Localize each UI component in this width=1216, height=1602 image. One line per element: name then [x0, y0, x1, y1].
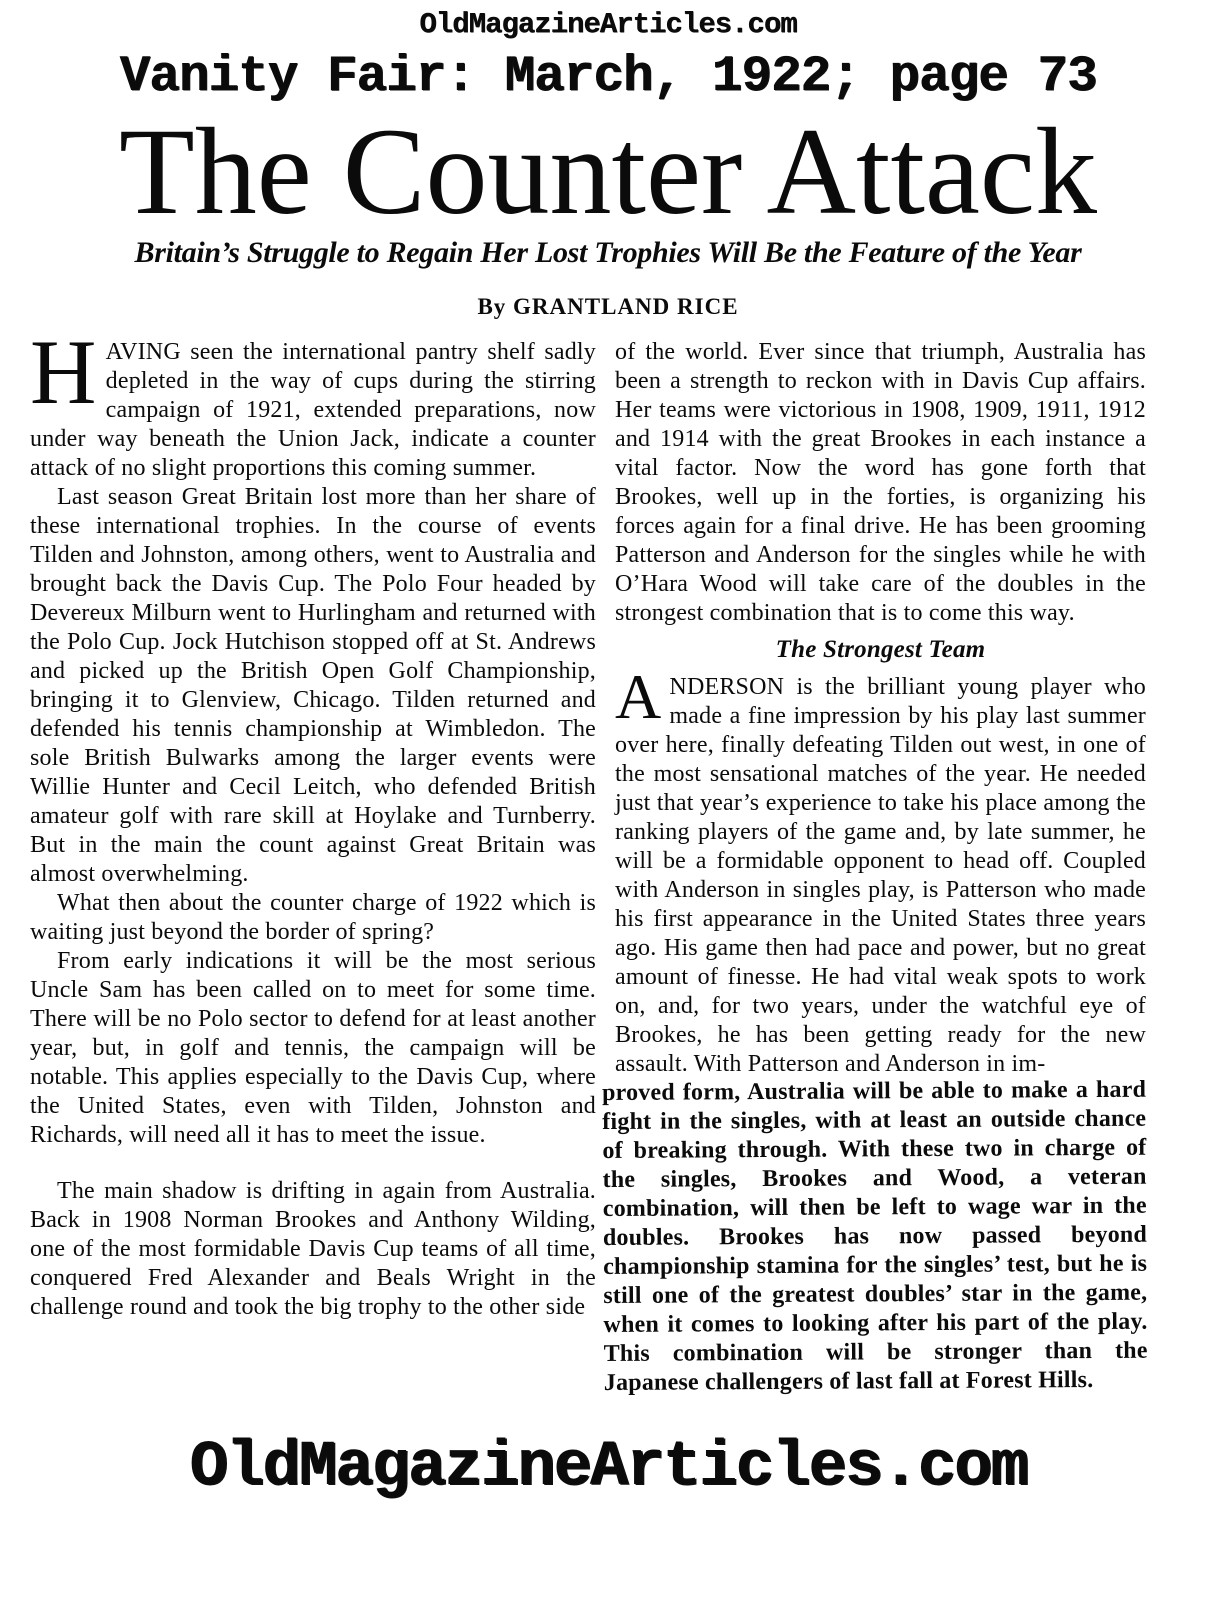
- paragraph-last-season: Last season Great Britain lost more than her share of these international trophies. In the course of events Tilden and Johnston, among others, went to Australia and brought back the Davis Cup. The Polo Four headed by Devereux Milburn went to Hurlingham and returned with the Polo Cup. Jock Hutchison stopped off at St. Andrews and picked up the British Open Golf Championship, bringing it to Glenview, Chicago. Tilden returned and defended his tennis championship at Wimbledon. The sole British Bulwarks among the larger events were Willie Hunter and Cecil Leitch, who defended British amateur golf with rare skill at Hoylake and Turnberry. But in the main the count against Great Britain was almost overwhelming.: [30, 484, 596, 887]
- site-header-text: OldMagazineArticles.com: [419, 8, 797, 41]
- article-byline: By GRANTLAND RICE: [477, 294, 739, 319]
- lead-word-caps: NDERSON: [669, 674, 785, 700]
- dropcap-h: H: [30, 321, 97, 423]
- source-citation-line: Vanity Fair: March, 1922; page 73: [119, 49, 1097, 106]
- paragraph-anderson: [615, 661, 1146, 1079]
- article-title: The Counter Attack: [119, 103, 1097, 240]
- paragraph-of-the-world: of the world. Ever since that triumph, Australia has been a strength to reckon with in Davis Cup affairs. Her teams were victorious in 1908, 1909, 1911, 1912 and 1914 with the great Brookes in each instance a vital factor. Now the word has gone forth that Brookes, well up in the forties, is organizing his forces again for a final drive. He has been grooming Patterson and Anderson for the singles while he with O’Hara Wood will take care of the doubles in the strongest combination that is to come this way.: [615, 339, 1146, 626]
- paragraph-early-indications: From early indications it will be the most serious Uncle Sam has been called on to meet for some time. There will be no Polo sector to defend for at least another year, but, in golf and tennis, the campaign will be notable. This applies especially to the Davis Cup, where the United States, even with Tilden, Johnston and Richards, will need all it has to meet the issue.: [30, 948, 596, 1148]
- dropcap-a: A: [615, 661, 662, 732]
- left-column: [30, 321, 596, 1398]
- section-subhead-strongest-team: The Strongest Team: [775, 636, 986, 663]
- paragraph-main-shadow: The main shadow is drifting in again from Australia. Back in 1908 Norman Brookes and Anthony Wilding, one of the most formidable Davis Cup teams of all time, conquered Fred Alexander and Beals Wright in the challenge round and took the big trophy to the other side: [30, 1178, 596, 1320]
- paragraph-text: seen the international pantry shelf sadly depleted in the way of cups during the stirring campaign of 1921, extended preparations, now under way beneath the Union Jack, indicate a counter attack of no slight proportions this coming summer.: [30, 339, 596, 481]
- lead-word-caps: AVING: [105, 339, 181, 365]
- paragraph-text: is the brilliant young player who made a fine impression by his play last summer over here, finally defeating Tilden out west, in one of the most sensational matches of the year. He needed just that year’s experience to take his place among the ranking players of the game and, by late summer, he will be a formidable opponent to head off. Coupled with Anderson in singles play, is Patterson who made his first appearance in the United States three years ago. His game then had pace and power, but no great amount of finesse. He had vital weak spots to work on, and, for two years, under the watchful eye of Brookes, he has been getting ready for the new assault. With Patterson and Anderson in im-: [615, 674, 1146, 1077]
- right-column: [602, 338, 1148, 1398]
- footer-site-logo: OldMagazineArticles.com: [189, 1432, 1027, 1504]
- paragraph-improved-form-bold: proved form, Australia will be able to make a hard fight in the singles, with at least an outside chance of breaking through. With these two in charge of the singles, Brookes and Wood, a veteran combination, will then be left to wage war in the doubles. Brookes has now passed beyond championship stamina for the singles’ test, but he is still one of the greatest doubles’ star in the game, when it comes to looking after his part of the play. This combination will be stronger than the Japanese challengers of last fall at Forest Hills.: [602, 1076, 1148, 1396]
- article-subtitle: Britain’s Struggle to Regain Her Lost Trophies Will Be the Feature of the Year: [134, 236, 1082, 269]
- article-body: [30, 321, 1148, 1398]
- paragraph-counter-charge: What then about the counter charge of 1922 which is waiting just beyond the border of spring?: [30, 890, 596, 945]
- paragraph-having: [30, 321, 596, 483]
